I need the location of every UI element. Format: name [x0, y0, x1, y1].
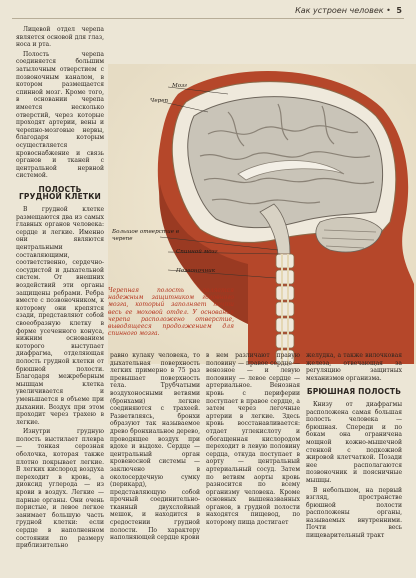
intro-paragraph-1: Лицевой отдел черепа является основой для глаз, носа и рта. [16, 26, 104, 49]
column-3-text: в нем различают правую половину — правое сердце — венозное — и левую половину — левое сердце — артериальное. Венозная кровь с периферии поступает в правое сердце, а затем через легочные артерии в легкие. Здесь кровь восстанавливается: отдает углекислоту и обогащенная кислородом переходит в левую половину сердца, откуда поступает в аорту — центральный артериальный сосуд. Затем по ветвям аорты кровь разносится по всему организму человека. Кроме основных вышеназванных органов, в грудной полости находятся пищевод, по которому пища достигает [206, 352, 300, 527]
label-spinal-cord: Спинной мозг [176, 249, 218, 255]
abdomen-paragraph-1: Книзу от диафрагмы расположена самая большая полость человека — брюшная. Спереди и по бокам она ограничена мощной кожно-мышечной стенкой с подкожной жировой клетчаткой. Позади нее располагаются позвоночник и поясничные мышцы. [306, 400, 402, 484]
page-number: 5 [396, 6, 402, 15]
running-title: Как устроен человек [295, 6, 384, 15]
spine [276, 254, 294, 364]
column-4-intro: желудка, а также вилочковая железа, отвечающая за регуляцию защитных механизмов организма. [306, 352, 402, 382]
column-4 [306, 352, 402, 574]
intro-paragraph-2: Полость черепа соединяется большим затылочным отверстием с позвоночным каналом, в котором размещается спинной мозг. Кроме того, в основании черепа имеется несколько отверстий, через которые проходят артерии, вены и черепно-мозговые нервы, благодаря которым осуществляется кровоснабжение и связь органов и тканей с центральной нервной системой. [16, 50, 104, 180]
section-heading-abdomen: БРЮШНАЯ ПОЛОСТЬ [306, 387, 402, 397]
column-2-text: равно кулаку человека, то дыхательная поверхность легких примерно в 75 раз превышает поверхность тела. Трубчатыми воздухоносными ветвями (бронхами) легкие соединяются с трахеей. Разветвляясь, бронхи образуют так называемое древо бронхиальное дерево, проводящее воздух при вдохе и выдохе. Сердце — центральный орган кровеносной системы — заключено в околосердечную сумку (перикард), представляющую собой прочный соединительно-тканный двухслойный мешок, и находится в средостении грудной полости. По характеру наполняющей сердце крови [110, 352, 200, 542]
header-rule [12, 18, 404, 19]
column-2 [110, 352, 200, 574]
label-foramen: Большое отверстие в черепе [112, 229, 180, 242]
figure-caption: Черепная полость является надежным защитником головного мозга, который заполняет почти весь ее моховой отдел. У основания черепа расположено отверстие, выводящееся продолжением для спинного мозга. [108, 287, 234, 338]
column-3 [206, 352, 300, 574]
running-header [295, 6, 402, 15]
bullet-icon: • [386, 6, 391, 15]
section-heading-thorax: ПОЛОСТЬ ГРУДНОЙ КЛЕТКИ [18, 184, 102, 202]
label-brain: Мозг [172, 83, 187, 89]
label-skull: Череп [150, 98, 169, 104]
thorax-paragraph-2: Изнутри грудную полость выстилает плевра — тонкая серозная оболочка, которая также плотно покрывает легкие. В легких кислород воздуха переходит в кровь, а диоксид углерода — из крови в воздух. Легкие — парные органы. Они очень пористые, и левое легкое занимает большую часть грудной клетки: если сердце в наполненном состоянии по размеру приблизительно [16, 428, 104, 550]
abdomen-paragraph-2: В небольшом, на первый взгляд, пространстве брюшной полости расположены органы, называемых внутренними. Почти весь пищеварительный тракт [306, 486, 402, 540]
thorax-paragraph-1: В грудной клетке размещаются два из самых главных органов человека: сердце и легкие. Именно они являются центральными составляющими, соответственно, сердечно-сосудистой и дыхательной систем. От внешних воздействий эти органы защищены ребрами. Ребра вместе с позвоночником, к которому они крепятся сзади, представляют собой своеобразную клетку в форме усеченного конуса, нижним основанием которого выступает диафрагма, отделяющая полость грудной клетки от брюшной полости. Благодаря межреберным мышцам клетка увеличивается и уменьшается в объеме при дыхании. Воздух при этом проходит через трахею в легкие. [16, 206, 104, 426]
column-1 [16, 26, 104, 574]
label-vertebra: Позвоночник [176, 268, 216, 274]
